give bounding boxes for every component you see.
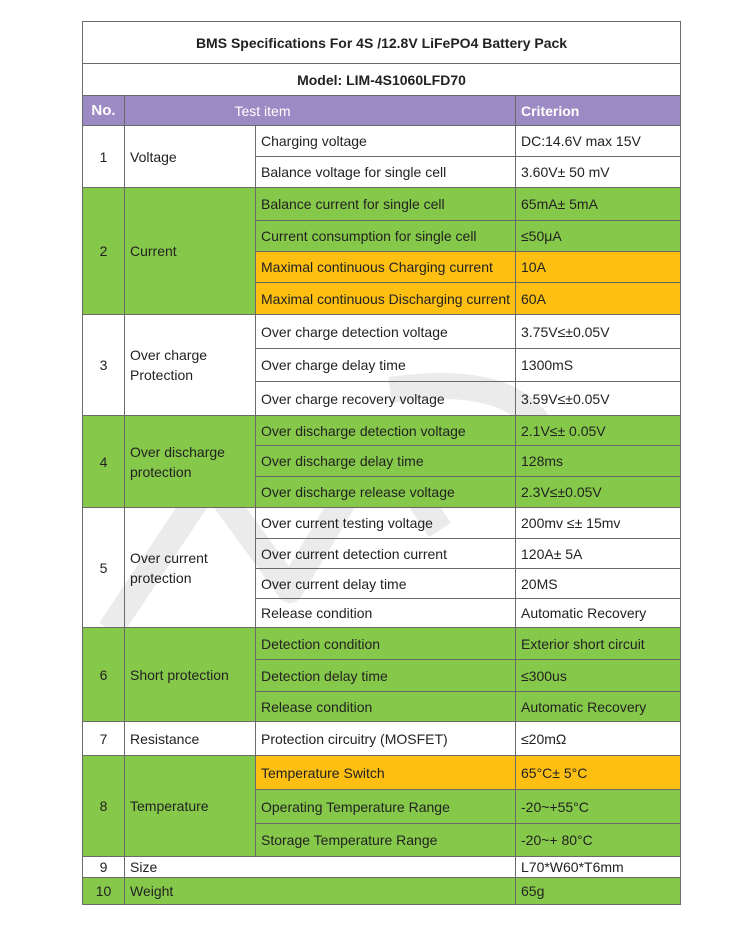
table-title: BMS Specifications For 4S /12.8V LiFePO4 Battery Pack <box>83 22 681 64</box>
row-number: 6 <box>83 628 125 722</box>
criterion-value: 200mv ≤± 15mv <box>516 508 681 539</box>
table-row <box>83 857 681 878</box>
header-criterion: Criterion <box>516 96 681 126</box>
criterion-value: -20~+ 80°C <box>516 824 681 857</box>
category-label: Resistance <box>125 722 256 756</box>
criterion-value: 2.1V≤± 0.05V <box>516 416 681 446</box>
category-label: Voltage <box>125 126 256 188</box>
criterion-value: 65°C± 5°C <box>516 756 681 790</box>
test-item: Release condition <box>256 692 516 722</box>
test-item: Maximal continuous Discharging current <box>256 283 516 315</box>
test-item: Protection circuitry (MOSFET) <box>256 722 516 756</box>
category-line-1: Over current <box>130 549 208 566</box>
criterion-value: 10A <box>516 252 681 283</box>
category-label: Temperature <box>125 756 256 857</box>
category-line-2: protection <box>130 569 192 586</box>
test-item: Over current detection current <box>256 539 516 569</box>
test-item: Over current testing voltage <box>256 508 516 539</box>
criterion-value: 3.75V≤±0.05V <box>516 315 681 349</box>
row-number: 5 <box>83 508 125 628</box>
table-row <box>83 416 681 446</box>
category-line-1: Over discharge <box>130 443 225 460</box>
criterion-value: 65g <box>516 878 681 905</box>
criterion-value: ≤50μA <box>516 221 681 252</box>
table-row <box>83 722 681 756</box>
row-number: 10 <box>83 878 125 905</box>
category-label <box>125 315 256 416</box>
criterion-value: -20~+55°C <box>516 790 681 824</box>
row-number: 7 <box>83 722 125 756</box>
test-item: Detection condition <box>256 628 516 660</box>
table-row <box>83 628 681 660</box>
criterion-value: 120A± 5A <box>516 539 681 569</box>
criterion-value: Automatic Recovery <box>516 692 681 722</box>
test-item: Current consumption for single cell <box>256 221 516 252</box>
test-item: Over charge detection voltage <box>256 315 516 349</box>
category-label: Weight <box>125 878 516 905</box>
title-row <box>83 22 681 64</box>
test-item: Detection delay time <box>256 660 516 692</box>
category-label: Current <box>125 188 256 315</box>
row-number: 3 <box>83 315 125 416</box>
bms-spec-table <box>82 21 681 905</box>
test-item: Temperature Switch <box>256 756 516 790</box>
header-row <box>83 96 681 126</box>
criterion-value: 2.3V≤±0.05V <box>516 477 681 508</box>
table-row <box>83 878 681 905</box>
criterion-value: ≤300us <box>516 660 681 692</box>
category-label <box>125 416 256 508</box>
criterion-value: 60A <box>516 283 681 315</box>
category-label: Short protection <box>125 628 256 722</box>
table-row <box>83 188 681 221</box>
table-row <box>83 126 681 157</box>
table-row <box>83 508 681 539</box>
criterion-value: Automatic Recovery <box>516 599 681 628</box>
test-item: Operating Temperature Range <box>256 790 516 824</box>
category-label: Size <box>125 857 516 878</box>
row-number: 1 <box>83 126 125 188</box>
header-test-item: Test item <box>125 96 516 126</box>
criterion-value: 65mA± 5mA <box>516 188 681 221</box>
table-row <box>83 756 681 790</box>
criterion-value: Exterior short circuit <box>516 628 681 660</box>
category-line-1: Over charge <box>130 347 208 363</box>
test-item: Over charge recovery voltage <box>256 382 516 416</box>
criterion-value: 3.60V± 50 mV <box>516 157 681 188</box>
row-number: 2 <box>83 188 125 315</box>
row-number: 8 <box>83 756 125 857</box>
row-number: 4 <box>83 416 125 508</box>
criterion-value: L70*W60*T6mm <box>516 857 681 878</box>
criterion-value: 20MS <box>516 569 681 599</box>
test-item: Storage Temperature Range <box>256 824 516 857</box>
criterion-value: ≤20mΩ <box>516 722 681 756</box>
test-item: Over discharge delay time <box>256 446 516 477</box>
test-item: Maximal continuous Charging current <box>256 252 516 283</box>
category-line-2: protection <box>130 463 192 480</box>
row-number: 9 <box>83 857 125 878</box>
model-row <box>83 64 681 96</box>
table-row <box>83 315 681 349</box>
test-item: Balance voltage for single cell <box>256 157 516 188</box>
test-item: Over charge delay time <box>256 349 516 382</box>
test-item: Over discharge detection voltage <box>256 416 516 446</box>
criterion-value: DC:14.6V max 15V <box>516 126 681 157</box>
test-item: Charging voltage <box>256 126 516 157</box>
header-no: No. <box>83 96 125 126</box>
test-item: Release condition <box>256 599 516 628</box>
test-item: Balance current for single cell <box>256 188 516 221</box>
category-label <box>125 508 256 628</box>
model-label: Model: LIM-4S1060LFD70 <box>83 64 681 96</box>
test-item: Over discharge release voltage <box>256 477 516 508</box>
test-item: Over current delay time <box>256 569 516 599</box>
criterion-value: 1300mS <box>516 349 681 382</box>
category-line-2: Protection <box>130 367 194 383</box>
criterion-value: 128ms <box>516 446 681 477</box>
criterion-value: 3.59V≤±0.05V <box>516 382 681 416</box>
